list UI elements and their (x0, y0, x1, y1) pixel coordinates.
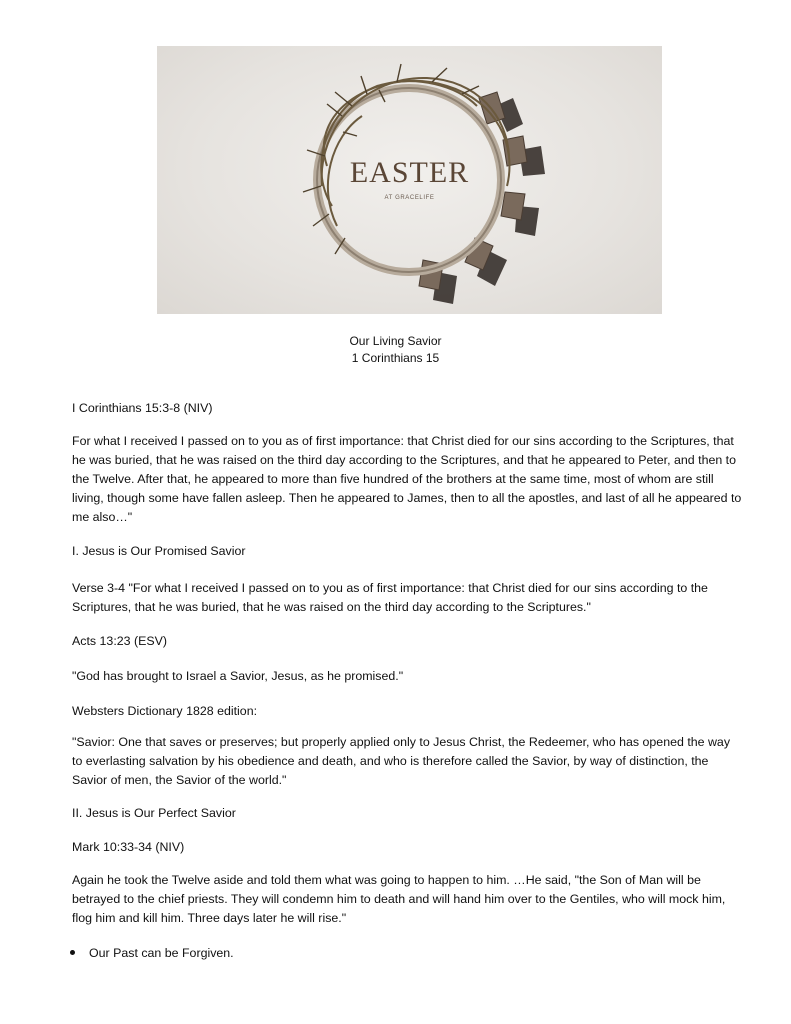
bullet-list-item (70, 944, 234, 963)
sermon-title: Our Living Savior (349, 334, 442, 348)
mark-reference: Mark 10:33-34 (NIV) (72, 840, 185, 854)
point-one-heading: I. Jesus is Our Promised Savior (72, 544, 246, 558)
dictionary-heading: Websters Dictionary 1828 edition: (72, 704, 258, 718)
bullet-text: Our Past can be Forgiven. (89, 946, 234, 960)
point-one-verse: Verse 3-4 "For what I received I passed on to you as of first importance: that Christ died for our sins according to the Scriptures, that he was buried, that he was raised on the third day according to the Scriptures." (72, 581, 708, 614)
sermon-reference: 1 Corinthians 15 (351, 351, 440, 365)
banner-subtitle: AT GRACELIFE (384, 195, 435, 201)
banner-title: EASTER (349, 156, 470, 189)
dictionary-text: "Savior: One that saves or preserves; but properly applied only to Jesus Christ, the Redeemer, who has opened the way to everlasting salvation by his obedience and death, and who is therefore called the Savior, by way of distinction, the Savior of men, the Savior of the world." (72, 735, 731, 787)
acts-text: "God has brought to Israel a Savior, Jesus, as he promised." (72, 669, 404, 683)
point-two-heading: II. Jesus is Our Perfect Savior (72, 806, 236, 820)
easter-banner-image (157, 46, 662, 314)
passage-reference: I Corinthians 15:3-8 (NIV) (72, 401, 213, 415)
bullet-dot-icon (70, 950, 75, 955)
passage-text: For what I received I passed on to you as of first importance: that Christ died for our sins according to the Scriptures, that he was buried, that he was raised on the third day according to the Scriptures, and that he appeared to Peter, and then to the Twelve. After that, he appeared to more than five hundred of the brothers at the same time, most of whom are still living, though some have fallen asleep. Then he appeared to James, then to all the apostles, and last of all he appeared to me also…" (72, 434, 742, 524)
mark-text: Again he took the Twelve aside and told them what was going to happen to him. …He said, "the Son of Man will be betrayed to the chief priests. They will condemn him to death and will hand him over to the Gentiles, who will mock him, flog him and kill him. Three days later he will rise." (72, 873, 726, 925)
acts-reference: Acts 13:23 (ESV) (72, 634, 168, 648)
